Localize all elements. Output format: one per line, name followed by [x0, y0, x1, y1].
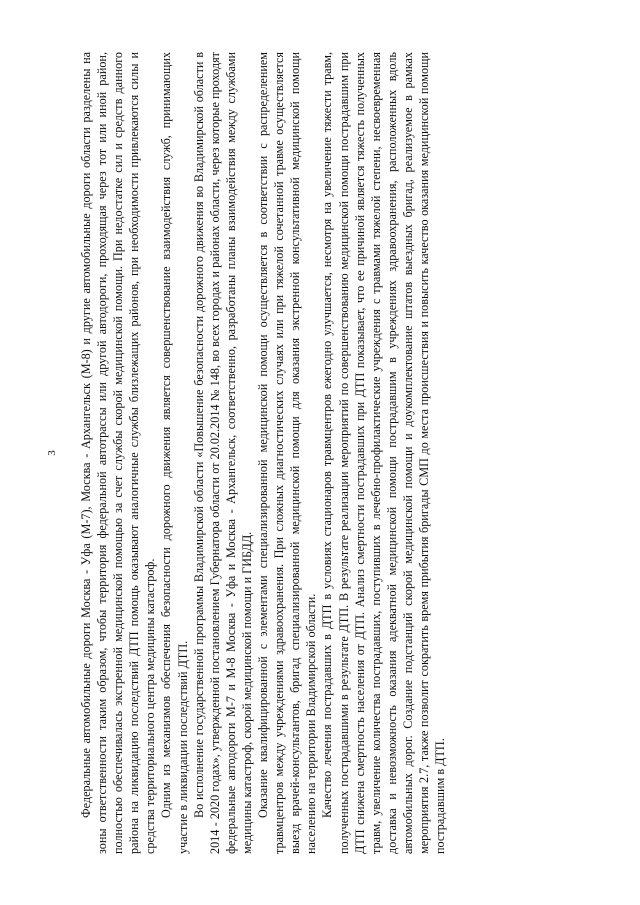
paragraph-treatment-quality: Качество лечения пострадавших в ДТП в условиях стационаров травмцентров ежегодно улучшается, несмотря на увеличение тяжести травм, полученных пострадавшими в результате ДТП. В результате реализации мероприятий по совершенствованию медицинской помощи пострадавшим при ДТП снижена смертность населения от ДТП. Анализ смертности пострадавших при ДТП показывает, что ее причиной является тяжесть полученных травм, увеличение количества пострадавших, поступивших в лечебно-профилактические учреждения с травмами тяжелой степени, несвоевременная доставка и невозможность оказания адекватной медицинской помощи пострадавшим в учреждениях здравоохранения, расположенных вдоль автомобильных дорог. Создание подстанций скорой медицинской помощи и доукомплектование штатов выездных бригад, реализуемое в рамках мероприятия 2.7, также позволит сократить время прибытия бригады СМП до места происшествия и повысить качество оказания медицинской помощи пострадавшим в ДТП.	[320, 51, 448, 854]
document-body	[78, 52, 448, 854]
page-number: 3	[46, 449, 58, 456]
paragraph-specialized-care: Оказание квалифицированной с элементами специализированной медицинской помощи осуществляется в соответствии с распределением травмцентров между учреждениями здравоохранения. При сложных диагностических случаях или при тяжелой сочетанной травме осуществляется выезд врачей-консультантов, бригад специализированной медицинской помощи для оказания экстренной консультативной медицинской помощи населению на территории Владимирской области.	[256, 51, 319, 854]
paragraph-federal-roads: Федеральные автомобильные дороги Москва - Уфа (М-7), Москва - Архангельск (М-8) и другие автомобильные дороги области разделены на зоны ответственности таким образом, чтобы территория федеральной автотрассы или другой автодороги, проходящая через тот или иной район, полностью обеспечивалась экстренной медицинской помощью за счет службы скорой медицинской помощи. При недостатке сил и средств данного района на ликвидацию последствий ДТП помощь оказывают аналогичные службы близлежащих районов, при необходимости привлекаются силы и средства территориального центра медицины катастроф.	[79, 51, 158, 854]
rotated-page	[40, 38, 600, 868]
paragraph-interaction-mechanisms: Одним из механизмов обеспечения безопасности дорожного движения является совершенствование взаимодействия служб, принимающих участие в ликвидации последствий ДТП.	[159, 51, 190, 854]
paragraph-state-program: Во исполнение государственной программы Владимирской области «Повышение безопасности дорожного движения во Владимирской области в 2014 - 2020 годах», утвержденной постановлением Губернатора области от 20.02.2014 № 148, во всех городах и районах области, через которые проходят федеральные автодороги М-7 и М-8 Москва - Уфа и Москва - Архангельск, соответственно, разработаны планы взаимодействия между службами медицины катастроф, скорой медицинской помощи и ГИБДД.	[191, 51, 254, 854]
